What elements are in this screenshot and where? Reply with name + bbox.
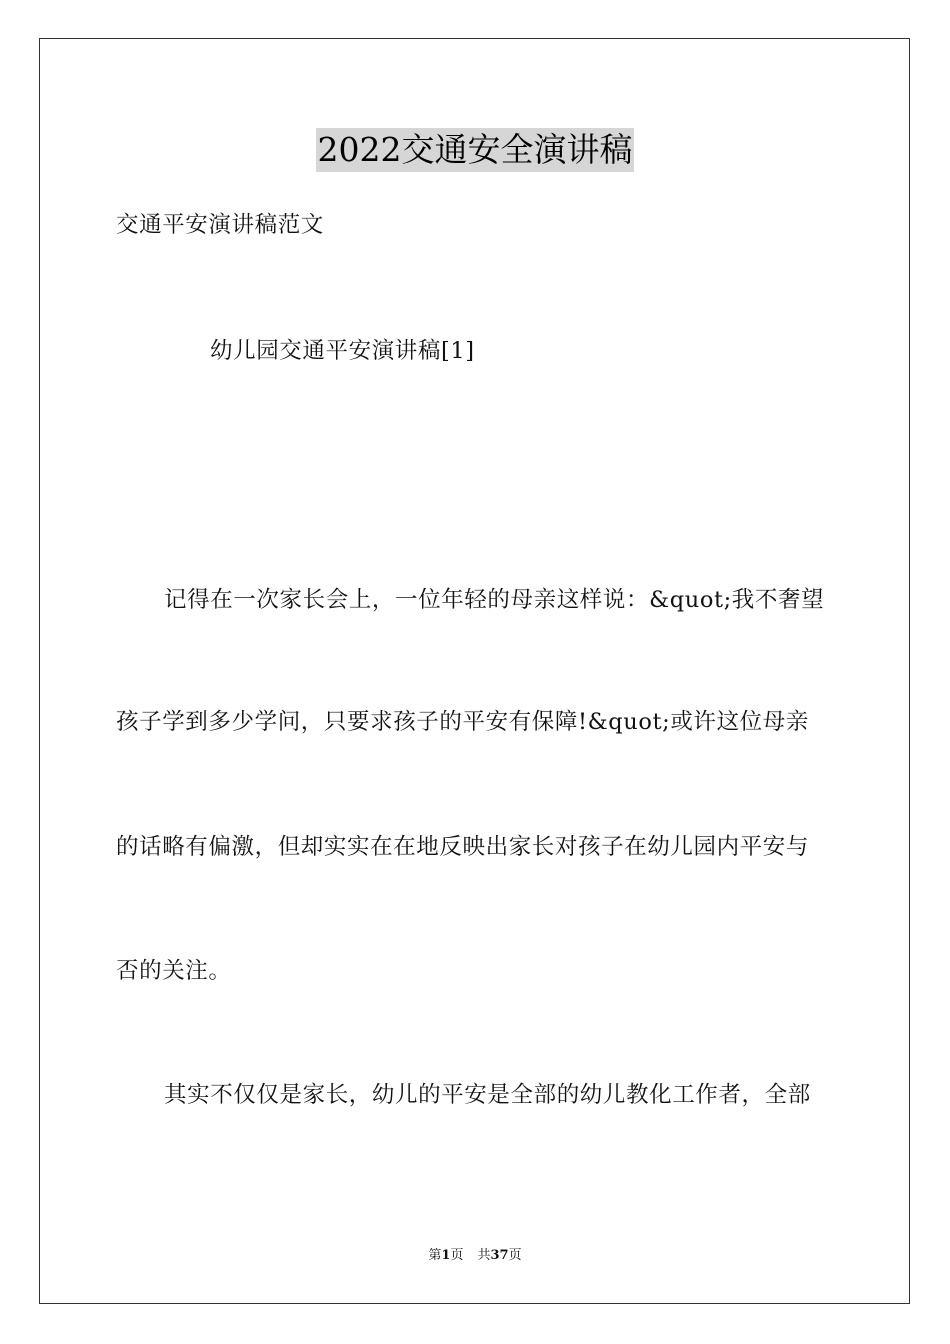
paragraph-line: 其实不仅仅是家长，幼儿的平安是全部的幼儿教化工作者，全部: [164, 1082, 811, 1108]
footer-page-suffix: 页: [450, 1248, 464, 1263]
footer-page-prefix: 第: [428, 1248, 442, 1263]
footer-total-pages: 37: [490, 1248, 509, 1263]
paragraph-line: 记得在一次家长会上，一位年轻的母亲这样说：&quot;我不奢望: [164, 587, 825, 613]
title-container: [0, 128, 950, 172]
page-footer: [0, 1247, 950, 1265]
section-heading: 幼儿园交通平安演讲稿[1]: [210, 338, 475, 364]
footer-total-suffix: 页: [508, 1248, 522, 1263]
document-title: 2022交通安全演讲稿: [316, 128, 635, 172]
footer-page-number: 1: [441, 1248, 451, 1263]
footer-total-prefix: 共: [477, 1248, 491, 1263]
document-subtitle: 交通平安演讲稿范文: [116, 212, 324, 238]
paragraph-line: 否的关注。: [116, 958, 232, 984]
paragraph-line: 的话略有偏激，但却实实在在地反映出家长对孩子在幼儿园内平安与: [116, 834, 810, 860]
paragraph-line: 孩子学到多少学问，只要求孩子的平安有保障!&quot;或许这位母亲: [116, 709, 809, 735]
